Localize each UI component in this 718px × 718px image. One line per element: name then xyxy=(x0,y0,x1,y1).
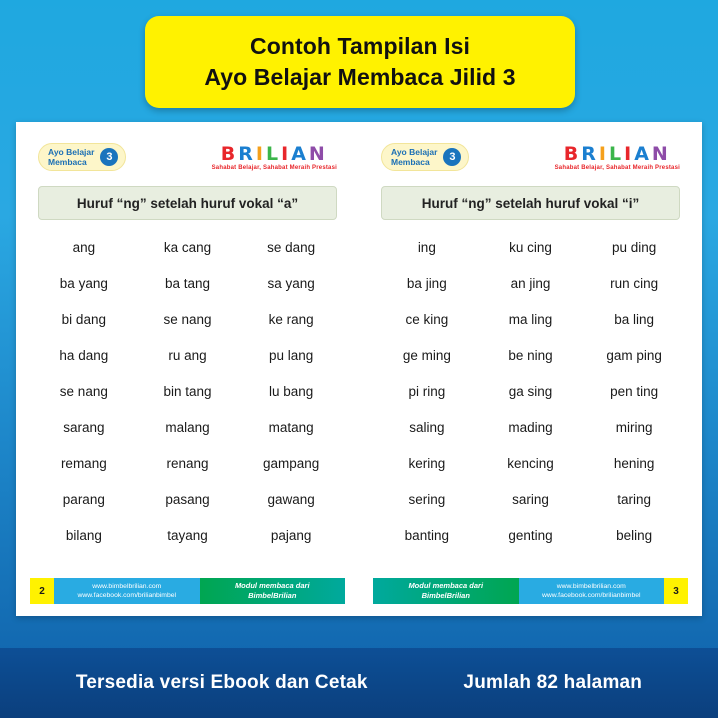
left-footer-urls xyxy=(54,578,200,604)
left-word-grid xyxy=(32,230,343,554)
brilian-wordmark xyxy=(212,144,337,164)
modul-line-2: BimbelBrilian xyxy=(248,591,297,600)
word-cell: kencing xyxy=(507,456,554,471)
brilian-letter: A xyxy=(634,142,652,165)
word-cell: ma ling xyxy=(508,312,553,327)
word-cell: ba ling xyxy=(614,312,655,327)
word-cell: ga sing xyxy=(508,384,553,399)
brilian-letter: R xyxy=(581,142,599,165)
word-cell: pi ring xyxy=(408,384,446,399)
right-subject-bar xyxy=(381,186,680,220)
brilian-letter: L xyxy=(609,142,625,165)
word-cell: genting xyxy=(508,528,553,543)
word-cell: miring xyxy=(615,420,653,435)
website-url: www.bimbelbrilian.com xyxy=(92,583,162,590)
word-cell: pen ting xyxy=(610,384,659,399)
right-page-number: 3 xyxy=(664,578,688,604)
right-footer-modul xyxy=(373,578,519,604)
bottom-text-left: Tersedia versi Ebook dan Cetak xyxy=(75,672,368,693)
word-cell: sarang xyxy=(63,420,105,435)
word-cell: bin tang xyxy=(163,384,212,399)
logo-line-2: Membaca xyxy=(48,157,87,167)
brilian-letter: R xyxy=(238,142,256,165)
word-cell: be ning xyxy=(508,348,553,363)
word-cell: ang xyxy=(72,240,96,255)
left-page xyxy=(16,122,359,616)
brilian-letter: I xyxy=(281,142,292,165)
left-subject-title: Huruf “ng” setelah huruf vokal “a” xyxy=(76,195,299,211)
word-cell: gampang xyxy=(263,456,320,471)
right-page xyxy=(359,122,702,616)
brilian-logo xyxy=(212,144,337,171)
right-page-footer xyxy=(373,578,688,604)
word-cell: se dang xyxy=(267,240,316,255)
title-line-1: Contoh Tampilan Isi xyxy=(250,33,470,59)
title-banner xyxy=(145,16,575,108)
word-cell: ba tang xyxy=(164,276,211,291)
book-spread xyxy=(16,122,702,616)
word-cell: mading xyxy=(508,420,553,435)
title-line-2: Ayo Belajar Membaca Jilid 3 xyxy=(204,64,516,90)
word-cell: an jing xyxy=(510,276,551,291)
word-cell: beling xyxy=(616,528,653,543)
word-cell: ru ang xyxy=(168,348,207,363)
brilian-tagline: Sahabat Belajar, Sahabat Meraih Prestasi xyxy=(211,164,337,171)
word-cell: gawang xyxy=(267,492,315,507)
volume-badge: 3 xyxy=(100,148,118,166)
word-cell: run cing xyxy=(610,276,659,291)
left-page-footer xyxy=(30,578,345,604)
word-cell: ce king xyxy=(405,312,449,327)
word-cell: parang xyxy=(62,492,105,507)
pages-container xyxy=(16,122,702,616)
word-cell: pu ding xyxy=(612,240,657,255)
word-cell: taring xyxy=(617,492,652,507)
brilian-logo xyxy=(555,144,680,171)
brilian-tagline: Sahabat Belajar, Sahabat Meraih Prestasi xyxy=(554,164,680,171)
word-cell: bi dang xyxy=(61,312,106,327)
bottom-banner xyxy=(0,648,718,718)
logo-line-1: Ayo Belajar xyxy=(391,147,438,157)
left-subject-bar xyxy=(38,186,337,220)
facebook-url: www.facebook.com/brilianbimbel xyxy=(77,592,177,599)
word-cell: banting xyxy=(404,528,449,543)
word-cell: pajang xyxy=(270,528,312,543)
brilian-letter: B xyxy=(563,142,582,165)
word-cell: ha dang xyxy=(59,348,109,363)
left-page-header xyxy=(32,136,343,178)
left-footer-modul xyxy=(200,578,346,604)
word-cell: renang xyxy=(166,456,209,471)
logo-line-2: Membaca xyxy=(391,157,430,167)
right-word-grid xyxy=(375,230,686,554)
brilian-letter: I xyxy=(255,142,266,165)
word-cell: matang xyxy=(268,420,314,435)
word-cell: malang xyxy=(165,420,210,435)
brilian-letter: I xyxy=(598,142,609,165)
word-cell: bilang xyxy=(65,528,102,543)
word-cell: lu bang xyxy=(269,384,314,399)
word-cell: hening xyxy=(613,456,655,471)
word-cell: ba yang xyxy=(59,276,108,291)
word-cell: ing xyxy=(417,240,436,255)
right-subject-title: Huruf “ng” setelah huruf vokal “i” xyxy=(421,195,640,211)
brilian-letter: N xyxy=(651,142,671,165)
logo-line-1: Ayo Belajar xyxy=(48,147,95,157)
word-cell: tayang xyxy=(167,528,208,543)
brilian-letter: L xyxy=(266,142,282,165)
word-cell: se nang xyxy=(59,384,108,399)
right-footer-urls xyxy=(519,578,665,604)
word-cell: se nang xyxy=(163,312,212,327)
brilian-wordmark xyxy=(555,144,680,164)
brilian-letter: A xyxy=(291,142,309,165)
word-cell: ku cing xyxy=(509,240,552,255)
word-cell: saring xyxy=(512,492,549,507)
word-cell: kering xyxy=(408,456,446,471)
word-cell: ge ming xyxy=(402,348,451,363)
brilian-letter: I xyxy=(624,142,635,165)
word-cell: pu lang xyxy=(269,348,314,363)
brilian-letter: B xyxy=(220,142,239,165)
modul-line-1: Modul membaca dari xyxy=(408,581,484,590)
website-url: www.bimbelbrilian.com xyxy=(556,583,626,590)
left-page-number: 2 xyxy=(30,578,54,604)
brilian-letter: N xyxy=(308,142,328,165)
modul-line-2: BimbelBrilian xyxy=(421,591,470,600)
ayo-belajar-membaca-logo xyxy=(381,143,469,171)
word-cell: pasang xyxy=(165,492,210,507)
right-page-header xyxy=(375,136,686,178)
word-cell: sering xyxy=(408,492,446,507)
volume-badge: 3 xyxy=(443,148,461,166)
word-cell: ke rang xyxy=(268,312,314,327)
facebook-url: www.facebook.com/brilianbimbel xyxy=(541,592,641,599)
word-cell: remang xyxy=(60,456,107,471)
word-cell: gam ping xyxy=(606,348,662,363)
ayo-belajar-membaca-logo xyxy=(38,143,126,171)
modul-line-1: Modul membaca dari xyxy=(234,581,310,590)
word-cell: sa yang xyxy=(267,276,315,291)
bottom-text-right: Jumlah 82 halaman xyxy=(463,672,643,693)
word-cell: saling xyxy=(409,420,445,435)
word-cell: ka cang xyxy=(163,240,212,255)
word-cell: ba jing xyxy=(406,276,447,291)
